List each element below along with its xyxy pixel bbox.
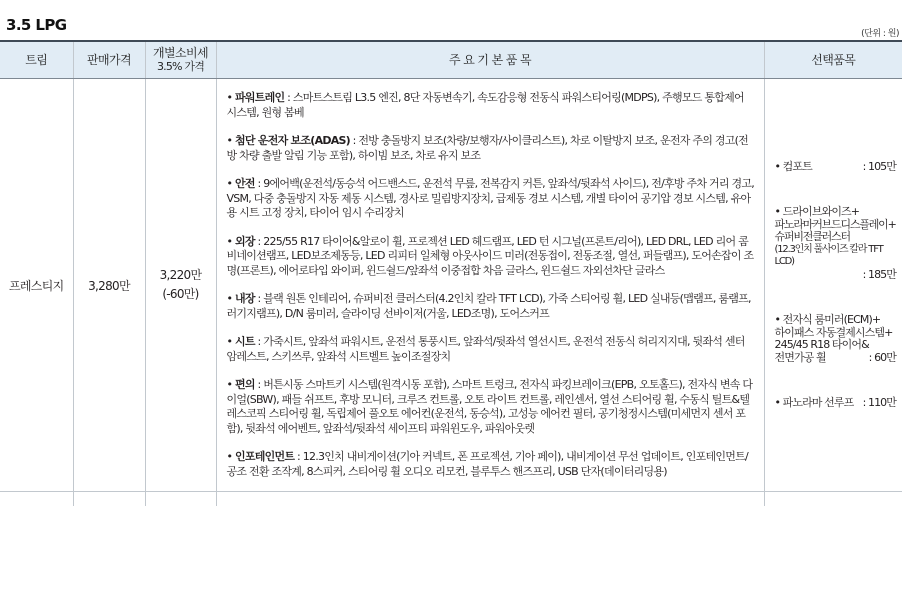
item-head: 내장	[235, 292, 255, 305]
item-head: 외장	[235, 234, 255, 248]
header-price: 판매가격	[73, 41, 145, 79]
item-text: : 블랙 원톤 인테리어, 슈퍼비전 클러스터(4.2인치 칼라 TFT LCD), 가죽 스티어링 휠, LED 실내등(맵램프, 룸램프, 러기지램프), D/N 룸미러, 슬라이딩 선바이저(거울, LED조명), 도어스커프	[226, 292, 751, 320]
item-text: : 스마트스트림 L3.5 엔진, 8단 자동변속기, 속도감응형 전동식 파워스티어링(MDPS), 주행모드 통합제어 시스템, 원형 봄베	[226, 91, 744, 119]
cell-indiv-price	[145, 79, 216, 492]
item-text: : 버튼시동 스마트키 시스템(원격시동 포함), 스마트 트렁크, 전자식 파킹브레이크(EPB, 오토홀드), 전자식 변속 다이얼(SBW), 패들 쉬프트, 후방 모니터, 크루즈 컨트롤, 오토 라이트 컨트롤, 레인센서, 열선 스티어링 휠, 수동식 틸트&텔레스코픽 스티어링 휠, 독립제어 풀오토 에어컨(운전석, 동승석), 고성능 에어컨 필터, 공기청정시스템(미세먼지 센서 포함), 뒷좌석 에어벤트, 앞좌석/뒷좌석 세이프티 파워윈도우, 파워아웃렛	[226, 378, 753, 435]
item-text: : 9에어백(운전석/동승석 어드밴스드, 운전석 무릎, 전복감지 커튼, 앞좌석/뒷좌석 사이드), 전/후방 주차 거리 경고, VSM, 다중 충돌방지 자동 제동 시스템, 경사로 밀림방지장치, 급제동 경보 시스템, 개별 타이어 공기압 경보 시스템, 유아용 시트 고정 장치, 타이어 임시 수리장치	[226, 177, 755, 219]
option-name-line: 슈퍼비전클러스터	[774, 230, 850, 243]
item-head: 시트	[235, 335, 255, 348]
item-powertrain: • 파워트레인 : 스마트스트림 L3.5 엔진, 8단 자동변속기, 속도감응형 전동식 파워스티어링(MDPS), 주행모드 통합제어 시스템, 원형 봄베	[226, 91, 744, 119]
indiv-price-value: 3,220만	[159, 268, 202, 282]
cell-options	[764, 79, 902, 492]
unit-note: (단위 : 원)	[861, 29, 899, 39]
option-price: : 60만	[868, 350, 896, 364]
item-infotainment: • 인포테인먼트 : 12.3인치 내비게이션(기아 커넥트, 폰 프로젝션, 기아 페이), 내비게이션 무선 업데이트, 인포테인먼트/공조 전환 조작계, 8스피커, 스티어링 휠 오디오 리모컨, 블루투스 핸즈프리, USB 단자(데이터리딩용)	[226, 450, 748, 478]
item-safety: • 안전 : 9에어백(운전석/동승석 어드밴스드, 운전석 무릎, 전복감지 커튼, 앞좌석/뒷좌석 사이드), 전/후방 주차 거리 경고, VSM, 다중 충돌방지 자동 제동 시스템, 경사로 밀림방지장치, 급제동 경보 시스템, 개별 타이어 공기압 경보 시스템, 유아용 시트 고정 장치, 타이어 임시 수리장치	[226, 177, 755, 219]
option-name: • 컴포트	[774, 159, 812, 173]
option-ecm-package	[775, 314, 897, 364]
item-head: 첨단 운전자 보조(ADAS)	[235, 134, 350, 147]
item-text: : 12.3인치 내비게이션(기아 커넥트, 폰 프로젝션, 기아 페이), 내비게이션 무선 업데이트, 인포테인먼트/공조 전환 조작계, 8스피커, 스티어링 휠 오디오 리모컨, 블루투스 핸즈프리, USB 단자(데이터리딩용)	[226, 450, 748, 478]
cell-empty	[764, 492, 902, 507]
option-panorama-sunroof	[775, 397, 897, 410]
item-head: 인포테인먼트	[235, 450, 295, 463]
item-interior: • 내장 : 블랙 원톤 인테리어, 슈퍼비전 클러스터(4.2인치 칼라 TFT LCD), 가죽 스티어링 휠, LED 실내등(맵램프, 룸램프, 러기지램프), D/N 룸미러, 슬라이딩 선바이저(거울, LED조명), 도어스커프	[226, 292, 751, 320]
option-price: : 110만	[862, 396, 896, 409]
indiv-price-discount: (-60만)	[162, 287, 199, 301]
option-name-line: 245/45 R18 타이어&	[774, 338, 869, 351]
table-header-row	[0, 41, 902, 79]
header-options: 선택품목	[764, 41, 902, 79]
trim-spec-table	[0, 40, 902, 506]
cell-price: 3,280만	[73, 79, 145, 492]
cell-main-items	[216, 79, 764, 492]
item-head: 편의	[235, 378, 255, 391]
item-exterior: • 외장 : 225/55 R17 타이어&알로이 휠, 프로젝션 LED 헤드램프, LED 턴 시그널(프론트/리어), LED DRL, LED 리어 콤비네이션램프, LED보조제동등, LED 리피터 일체형 아웃사이드 미러(전동접이, 전동조절, 열선, 퍼들램프), 도어손잡이 조명(프론트), 에어로타입 와이퍼, 윈드쉴드/앞좌석 이중접합 차음 글라스, 윈드쉴드 자외선차단 글라스	[226, 234, 754, 277]
cell-empty	[145, 492, 216, 507]
option-name-line: 파노라마커브드디스플레이+	[774, 217, 896, 231]
cell-empty	[0, 492, 73, 507]
cell-empty	[73, 492, 145, 507]
table-row	[0, 79, 902, 492]
option-name-line: (12.3인치 풀사이즈 칼라 TFT LCD)	[774, 243, 883, 267]
item-text: : 전방 충돌방지 보조(차량/보행자/사이클리스트), 차로 이탈방지 보조, 운전자 주의 경고(전방 차량 출발 알림 기능 포함), 하이빔 보조, 차로 유지 보조	[226, 134, 749, 162]
header-indiv-line1: 개별소비세	[153, 46, 208, 60]
cell-trim: 프레스티지	[0, 79, 73, 492]
header-trim: 트림	[0, 41, 73, 79]
option-drivewise-package	[775, 206, 897, 281]
header-indiv-tax-price	[145, 41, 216, 79]
item-head: 안전	[235, 177, 255, 190]
header-indiv-line2: 3.5% 가격	[156, 60, 205, 73]
table-row-partial	[0, 492, 902, 507]
item-text: : 225/55 R17 타이어&알로이 휠, 프로젝션 LED 헤드램프, LED 턴 시그널(프론트/리어), LED DRL, LED 리어 콤비네이션램프, LED보조제동등, LED 리피터 일체형 아웃사이드 미러(전동접이, 전동조절, 열선, 퍼들램프), 도어손잡이 조명(프론트), 에어로타입 와이퍼, 윈드쉴드/앞좌석 이중접합 차음 글라스, 윈드쉴드 자외선차단 글라스	[226, 234, 754, 277]
item-text: : 가죽시트, 앞좌석 파워시트, 운전석 통풍시트, 앞좌석/뒷좌석 열선시트, 운전석 전동식 허리지지대, 뒷좌석 센터 암레스트, 스키쓰루, 앞좌석 시트벨트 높이조절장치	[226, 335, 745, 363]
item-seat: • 시트 : 가죽시트, 앞좌석 파워시트, 운전석 통풍시트, 앞좌석/뒷좌석 열선시트, 운전석 전동식 허리지지대, 뒷좌석 센터 암레스트, 스키쓰루, 앞좌석 시트벨트 높이조절장치	[226, 335, 745, 363]
cell-empty	[216, 492, 764, 507]
option-price: : 105만	[862, 159, 896, 173]
item-adas: • 첨단 운전자 보조(ADAS) : 전방 충돌방지 보조(차량/보행자/사이클리스트), 차로 이탈방지 보조, 운전자 주의 경고(전방 차량 출발 알림 기능 포함), 하이빔 보조, 차로 유지 보조	[226, 134, 749, 162]
option-price: : 185만	[862, 267, 896, 281]
item-head: 파워트레인	[235, 91, 285, 104]
option-comfort	[775, 161, 897, 174]
option-name-line: 하이패스 자동결제시스템+	[774, 325, 893, 339]
option-name: • 파노라마 선루프	[774, 396, 854, 409]
option-name-line: 전면가공 휠	[774, 350, 826, 364]
option-name: • 전자식 룸미러(ECM)+	[774, 313, 881, 326]
option-name: • 드라이브와이즈+	[774, 205, 860, 218]
item-convenience: • 편의 : 버튼시동 스마트키 시스템(원격시동 포함), 스마트 트렁크, 전자식 파킹브레이크(EPB, 오토홀드), 전자식 변속 다이얼(SBW), 패들 쉬프트, 후방 모니터, 크루즈 컨트롤, 오토 라이트 컨트롤, 레인센서, 열선 스티어링 휠, 수동식 틸트&텔레스코픽 스티어링 휠, 독립제어 풀오토 에어컨(운전석, 동승석), 고성능 에어컨 필터, 공기청정시스템(미세먼지 센서 포함), 뒷좌석 에어벤트, 앞좌석/뒷좌석 세이프티 파워윈도우, 파워아웃렛	[226, 378, 753, 435]
header-main-items: 주 요 기 본 품 목	[216, 41, 764, 79]
section-title: 3.5 LPG	[6, 16, 67, 34]
